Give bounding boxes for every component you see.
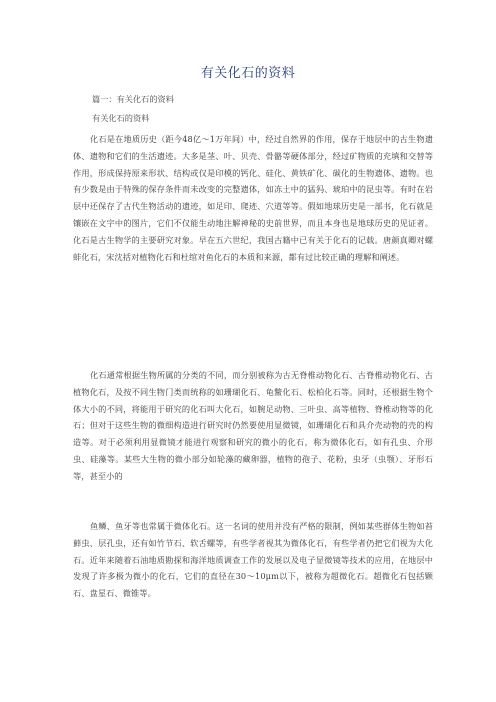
section-heading: 篇一：有关化石的资料 <box>92 94 174 104</box>
document-subtitle: 有关化石的资料 <box>92 113 150 123</box>
body-paragraph-2: 化石通常根据生物所属的分类的不同，而分别被称为古无脊椎动物化石、古脊椎动物化石、古植物化石，及按不同生物门类而统称的如珊瑚化石、龟鳖化石、松柏化石等。同时，还根据生物个体大小的不同，将能用于研究的化石叫大化石，如腕足动物、三叶虫、高等植物、脊椎动物等的化石；但对于这些生物的微细构造进行研究时仍然要使用显微镜，如珊瑚化石和具介壳动物的壳的构造等。对于必须利用显微镜才能进行观察和研究的微小的化石，称为微体化石，如有孔虫、介形虫、硅藻等。某些大生物的微小部分如轮藻的藏卵器，植物的孢子、花粉，虫牙（虫颚）、牙形石等，甚至小的 <box>73 370 433 481</box>
body-paragraph-1: 化石是在地质历史（距今48亿～1万年间）中，经过自然界的作用，保存于地层中的古生物遗体、遗物和它们的生活遗迹。大多是茎、叶、贝壳、骨骼等硬体部分，经过矿物质的充填和交替等作用，形成保持原来形状、结构或仅是印模的钙化、硅化、黄铁矿化、碳化的生物遗体、遗物。也有少数是由于特殊的保存条件而未改变的完整遗体，如冻土中的猛犸、琥珀中的昆虫等。有时在岩层中还保存了古代生物活动的遗迹，如足印、爬迹、穴道等等。假如地球历史是一部书，化石就是镶嵌在文字中的图片，它们不仅能生动地注解神秘的史前世界，而且本身也是地球历史的见证者。化石是古生物学的主要研究对象。早在五六世纪，我国古籍中已有关于化石的记载。唐颜真卿对螺蚌化石，宋沈括对植物化石和杜绾对鱼化石的本质和来源，都有过比较正确的理解和阐述。 <box>73 134 433 262</box>
document-title: 有关化石的资料 <box>200 66 296 81</box>
body-paragraph-3: 鱼鳞、鱼牙等也常属于微体化石。这一名词的使用并没有严格的限制，例如某些群体生物如苔藓虫、层孔虫，还有如竹节石、软舌螺等，有些学者视其为微体化石，有些学者仍把它们视为大化石。近年来随着石油地质勘探和海洋地质调查工作的发展以及电子显微镜等技术的应用，在地层中发现了许多极为微小的化石，它们的直径在30～10μm以下，被称为超微化石。超微化石包括颗石、盘星石、微锥等。 <box>73 521 433 599</box>
